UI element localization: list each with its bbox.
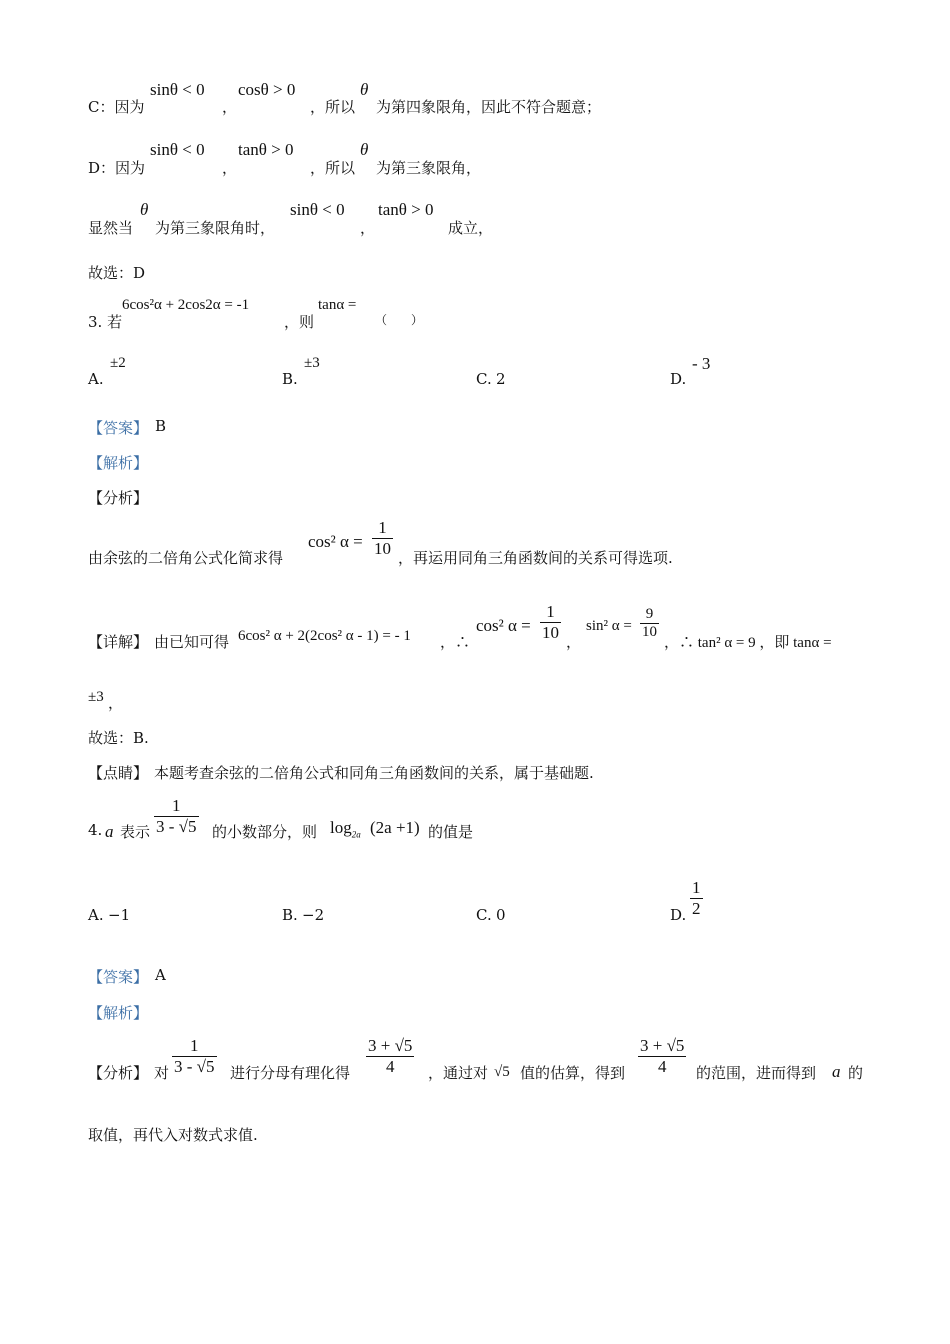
q3-detail-cos-fraction	[540, 602, 561, 643]
q4-fenxi-t6: 的	[848, 1064, 864, 1082]
q3-option-b-letter: B.	[282, 370, 298, 388]
q3-fenxi-cos: cos² α =	[308, 532, 363, 551]
q4-option-c-letter: C.	[476, 906, 492, 924]
obvious-mid: 为第三象限角时，	[155, 219, 276, 237]
q3-option-b-value: ±3	[304, 355, 320, 371]
q4-fenxi-f3-den: 4	[657, 1057, 667, 1076]
q4-number: 4.	[88, 821, 103, 839]
q3-tan: tanα =	[318, 297, 357, 313]
option-c-math-1: sinθ < 0	[150, 80, 205, 99]
obvious-math-2: tanθ > 0	[378, 200, 434, 219]
obvious-math-1: sinθ < 0	[290, 200, 345, 219]
q3-detail-comma: ，	[108, 694, 124, 712]
option-c-theta: θ	[360, 80, 369, 99]
q4-pre: 表示	[120, 823, 151, 841]
q3-option-a-value: ±2	[110, 355, 126, 371]
q4-fenxi-f2-den: 4	[385, 1057, 395, 1076]
q4-variable-a: a	[105, 822, 114, 841]
q3-option-c-letter: C.	[476, 370, 492, 388]
q4-answer-tag: 【答案】	[88, 968, 149, 986]
option-d-math-2: tanθ > 0	[238, 140, 294, 159]
q4-fenxi-t3: ，通过对	[428, 1064, 489, 1082]
q3-detail-tag: 【详解】	[88, 633, 149, 651]
q4-post: 的值是	[428, 823, 474, 841]
choice-q2: 故选：D	[88, 264, 146, 282]
q4-fraction-num: 1	[172, 796, 181, 815]
q3-expression: 6cos²α + 2cos2α = -1	[122, 297, 250, 313]
q4-option-d-num: 1	[692, 878, 701, 897]
q3-detail-pre: 由已知可得	[154, 633, 230, 651]
q3-detail-sin-fraction	[640, 606, 659, 641]
q3-paren: （ ）	[375, 313, 424, 327]
option-d-math-1: sinθ < 0	[150, 140, 205, 159]
q3-detail-cos: cos² α =	[476, 616, 531, 635]
q3-detail-sin-den: 10	[642, 624, 657, 640]
q4-fenxi-f3-num: 3 + √5	[640, 1036, 685, 1055]
option-c-sep: ，	[222, 98, 238, 116]
option-c-mid: ，所以	[310, 98, 356, 116]
q4-option-a-value: −1	[108, 906, 131, 924]
q3-fenxi-fraction-num: 1	[378, 518, 387, 537]
q4-log-arg: (2a +1)	[370, 818, 420, 837]
q4-option-b-value: −2	[302, 906, 325, 924]
q4-fenxi-f1-den: 3 - √5	[174, 1057, 215, 1076]
q4-fenxi-t4: 值的估算，得到	[520, 1064, 626, 1082]
obvious-theta: θ	[140, 200, 149, 219]
option-c-tail: 为第四象限角，因此不符合题意；	[376, 98, 602, 116]
q4-log	[330, 818, 361, 839]
obvious-tail: 成立，	[448, 219, 494, 237]
option-c-math-2: cosθ > 0	[238, 80, 296, 99]
q3-option-d-value: - 3	[692, 354, 711, 373]
q4-fenxi-fraction-2	[366, 1036, 414, 1077]
q4-fenxi-a: a	[832, 1062, 841, 1081]
q4-option-c-value: 0	[496, 906, 506, 924]
obvious-pre: 显然当	[88, 219, 134, 237]
q4-fraction	[154, 796, 199, 837]
q4-option-d-den: 2	[692, 899, 701, 918]
q4-fraction-den: 3 - √5	[156, 817, 197, 836]
q4-fenxi-t1: 对	[154, 1064, 170, 1082]
q4-fenxi-t5: 的范围，进而得到	[696, 1064, 817, 1082]
option-d-label: D：因为	[88, 159, 146, 177]
q3-comment: 本题考查余弦的二倍角公式和同角三角函数间的关系，属于基础题.	[154, 764, 594, 782]
option-d-tail: 为第三象限角，	[376, 159, 482, 177]
option-d-theta: θ	[360, 140, 369, 159]
q3-fenxi-fraction	[372, 518, 393, 559]
q3-fenxi-tag: 【分析】	[88, 489, 149, 507]
q3-fenxi-fraction-den: 10	[374, 539, 391, 558]
q4-mid: 的小数部分，则	[212, 823, 318, 841]
q3-answer-tag: 【答案】	[88, 419, 149, 437]
q4-analysis-tag: 【解析】	[88, 1004, 149, 1022]
q3-detail-tan: ，∴ tan² α = 9 ，即 tanα =	[664, 635, 832, 651]
q4-log-text: log	[330, 818, 352, 837]
q3-option-d-letter: D.	[670, 370, 687, 388]
q4-answer: A	[155, 966, 166, 984]
q4-fenxi-sqrt: √5	[494, 1064, 510, 1080]
option-d-mid: ，所以	[310, 159, 356, 177]
q3-detail-sep2: ，	[566, 633, 582, 651]
q4-fenxi-line2: 取值，再代入对数式求值.	[88, 1126, 258, 1144]
q4-option-a-letter: A.	[88, 906, 104, 924]
q3-then: ，则	[284, 313, 315, 331]
q3-detail-cos-den: 10	[542, 623, 559, 642]
q4-fenxi-f2-num: 3 + √5	[368, 1036, 413, 1055]
q3-detail-sep: ，∴	[440, 633, 471, 651]
q4-fenxi-f1-num: 1	[190, 1036, 199, 1055]
q4-fenxi-tag: 【分析】	[88, 1064, 149, 1082]
q3-detail-sin: sin² α =	[586, 618, 632, 634]
q3-choice: 故选：B.	[88, 729, 149, 747]
q3-detail-sin-num: 9	[645, 606, 654, 622]
q3-fenxi-pre: 由余弦的二倍角公式化简求得	[88, 549, 284, 567]
option-c-label: C：因为	[88, 98, 145, 116]
q4-option-d-letter: D.	[670, 906, 687, 924]
q3-comment-tag: 【点睛】	[88, 764, 149, 782]
q4-fenxi-fraction-3	[638, 1036, 686, 1077]
q3-detail-result: ±3	[88, 689, 104, 705]
q3-fenxi-post: ，再运用同角三角函数间的关系可得选项.	[398, 549, 673, 567]
q3-detail-expression: 6cos² α + 2(2cos² α - 1) = - 1	[238, 628, 411, 644]
q3-number: 3. 若	[88, 313, 123, 331]
q4-log-sub: 2a	[351, 829, 361, 840]
obvious-sep: ，	[360, 219, 376, 237]
option-d-sep: ，	[222, 159, 238, 177]
q3-analysis-tag: 【解析】	[88, 454, 149, 472]
q4-fenxi-fraction-1	[172, 1036, 217, 1077]
q3-detail-cos-num: 1	[546, 602, 555, 621]
q3-option-a-letter: A.	[88, 370, 104, 388]
q3-answer: B	[155, 417, 167, 435]
q4-option-d-fraction	[690, 878, 703, 919]
q4-fenxi-t2: 进行分母有理化得	[230, 1064, 351, 1082]
q3-option-c-value: 2	[496, 370, 506, 388]
q4-option-b-letter: B.	[282, 906, 298, 924]
